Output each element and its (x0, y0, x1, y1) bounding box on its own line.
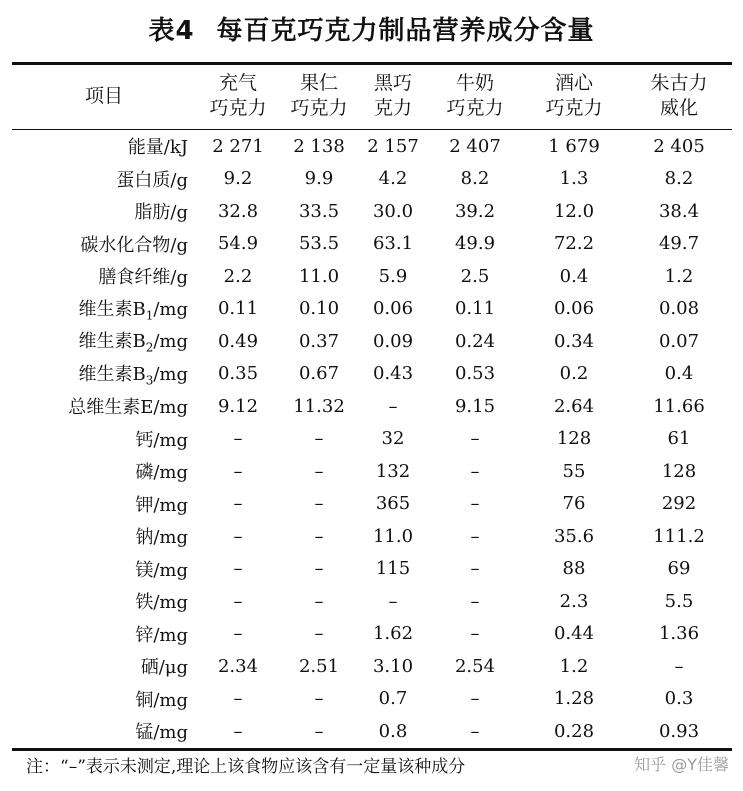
column-header-product (522, 64, 626, 130)
table-cell: 9.12 (217, 395, 259, 417)
row-label-unit: /mg (153, 298, 188, 320)
table-cell: 0.4 (664, 363, 694, 385)
row-label: 脂肪/g (134, 202, 188, 224)
column-header-line: 充气 (218, 72, 257, 94)
table-cell: 0.28 (522, 715, 626, 749)
table-cell: – (314, 688, 324, 710)
table-cell: 76 (562, 493, 586, 515)
table-row (12, 488, 732, 521)
table-row (12, 683, 732, 716)
table-row (12, 455, 732, 488)
table-cell: 4.2 (378, 168, 408, 190)
table-cell: 1.62 (372, 623, 414, 645)
table-cell: 9.15 (454, 395, 496, 417)
table-cell: – (388, 590, 398, 612)
table-cell: 0.08 (658, 298, 700, 320)
table-row (12, 228, 732, 261)
table-cell: 2 407 (449, 135, 501, 157)
table-cell: 38.4 (658, 200, 700, 222)
table-cell: 0.24 (454, 330, 496, 352)
table-cell: 5.5 (664, 590, 694, 612)
table-cell: 365 (375, 493, 411, 515)
table-cell: 2.51 (298, 655, 340, 677)
row-label: 钠/mg (135, 527, 188, 549)
table-cell: 9.9 (304, 168, 334, 190)
table-cell: 2.54 (454, 655, 496, 677)
table-cell: 8.2 (664, 168, 694, 190)
row-label (12, 293, 196, 326)
table-cell: 1.28 (553, 688, 595, 710)
column-header-product (358, 64, 428, 130)
table-row (12, 650, 732, 683)
table-cell: – (233, 688, 243, 710)
table-cell: – (470, 428, 480, 450)
column-header-item (12, 64, 196, 130)
table-cell: 2.5 (460, 265, 490, 287)
table-cell: – (233, 428, 243, 450)
table-cell: 11.32 (293, 395, 345, 417)
row-label: 碳水化合物/g (80, 234, 188, 256)
source-watermark: 知乎 @Y佳馨 (634, 755, 729, 774)
table-row (12, 553, 732, 586)
table-footnote: 注：“–”表示未测定,理论上该食物应该含有一定量该种成分 (26, 757, 466, 777)
table-cell: 0.07 (658, 330, 700, 352)
table-row (12, 130, 732, 163)
table-cell: – (674, 655, 684, 677)
table-cell: 8.2 (460, 168, 490, 190)
row-label-main: 维生素B (78, 298, 146, 320)
row-label: 钙/mg (135, 429, 188, 451)
row-label-unit: /mg (153, 331, 188, 353)
table-cell: 0.11 (217, 298, 259, 320)
row-label: 铜/mg (135, 689, 188, 711)
table-body (12, 130, 732, 750)
table-cell: – (470, 688, 480, 710)
table-cell: – (233, 493, 243, 515)
column-header-product (280, 64, 358, 130)
column-header-line: 酒心 (554, 72, 593, 94)
table-cell: – (470, 493, 480, 515)
table-cell: – (233, 460, 243, 482)
table-cell: – (470, 590, 480, 612)
nutrition-table (12, 62, 732, 751)
table-cell: 53.5 (298, 233, 340, 255)
column-header-product (626, 64, 732, 130)
table-cell: – (196, 715, 280, 749)
table-cell: – (233, 525, 243, 547)
table-cell: – (314, 525, 324, 547)
table-cell: 2.2 (223, 265, 253, 287)
table-cell: 128 (661, 460, 697, 482)
table-cell: 0.43 (372, 363, 414, 385)
table-number: 表4 (148, 16, 195, 46)
table-cell: 0.93 (626, 715, 732, 749)
row-label: 蛋白质/g (116, 169, 188, 191)
table-cell: 49.7 (658, 233, 700, 255)
table-row (12, 390, 732, 423)
table-header (12, 64, 732, 130)
table-cell: 0.53 (454, 363, 496, 385)
table-cell: – (314, 590, 324, 612)
table-cell: 132 (375, 460, 411, 482)
table-cell: 30.0 (372, 200, 414, 222)
table-cell: 3.10 (372, 655, 414, 677)
table-cell: 2.34 (217, 655, 259, 677)
table-cell: 88 (562, 558, 586, 580)
table-cell: 0.10 (298, 298, 340, 320)
table-cell: 1.2 (559, 655, 589, 677)
table-cell: – (314, 460, 324, 482)
table-cell: 111.2 (653, 525, 705, 547)
table-title: 每百克巧克力制品营养成分含量 (216, 16, 595, 46)
table-cell: 72.2 (553, 233, 595, 255)
table-cell: – (470, 558, 480, 580)
table-cell: 11.0 (298, 265, 340, 287)
column-header-line: 果仁 (299, 72, 338, 94)
table-cell: – (314, 558, 324, 580)
row-label (12, 358, 196, 391)
table-row (12, 520, 732, 553)
table-cell: 32.8 (217, 200, 259, 222)
table-cell: 0.8 (358, 715, 428, 749)
table-cell: 12.0 (553, 200, 595, 222)
table-cell: 35.6 (553, 525, 595, 547)
table-cell: 292 (661, 493, 697, 515)
column-header-line: 威化 (659, 97, 698, 119)
row-label-main: 维生素B (78, 331, 146, 353)
table-cell: 2 138 (293, 135, 345, 157)
table-cell: – (233, 623, 243, 645)
row-label-unit: /mg (153, 363, 188, 385)
table-cell: 5.9 (378, 265, 408, 287)
table-row (12, 195, 732, 228)
row-label-main: 维生素B (78, 363, 146, 385)
table-cell: 2.64 (553, 395, 595, 417)
table-cell: 0.49 (217, 330, 259, 352)
table-cell: 2 157 (367, 135, 419, 157)
table-cell: 32 (381, 428, 405, 450)
table-cell: 0.3 (664, 688, 694, 710)
table-cell: 54.9 (217, 233, 259, 255)
table-cell: 0.06 (372, 298, 414, 320)
column-header-line: 巧克力 (446, 97, 504, 119)
table-cell: 2.3 (559, 590, 589, 612)
column-header-line: 黑巧 (373, 72, 412, 94)
row-label: 钾/mg (135, 494, 188, 516)
table-cell: 0.4 (559, 265, 589, 287)
table-cell: – (470, 525, 480, 547)
table-cell: 0.67 (298, 363, 340, 385)
table-row (12, 163, 732, 196)
table-cell: 0.44 (553, 623, 595, 645)
table-cell: 11.0 (372, 525, 414, 547)
column-header-line: 朱古力 (650, 72, 708, 94)
table-cell: – (233, 590, 243, 612)
table-cell: 0.35 (217, 363, 259, 385)
row-label-subscript: 1 (145, 308, 154, 323)
table-cell: 2 271 (212, 135, 264, 157)
row-label (12, 325, 196, 358)
table-cell: 61 (667, 428, 691, 450)
table-row (12, 325, 732, 358)
table-row (12, 423, 732, 456)
table-cell: 0.2 (559, 363, 589, 385)
table-cell: 1 679 (548, 135, 600, 157)
table-cell: – (428, 715, 522, 749)
table-row (12, 293, 732, 326)
column-header-line: 巧克力 (209, 97, 267, 119)
table-cell: – (314, 623, 324, 645)
row-label: 磷/mg (135, 462, 188, 484)
table-cell: 63.1 (372, 233, 414, 255)
table-cell: 2 405 (653, 135, 705, 157)
table-cell: 128 (556, 428, 592, 450)
table-cell: 9.2 (223, 168, 253, 190)
table-row (12, 358, 732, 391)
table-cell: 115 (375, 558, 411, 580)
table-cell: 55 (562, 460, 586, 482)
table-row (12, 618, 732, 651)
table-cell: 0.09 (372, 330, 414, 352)
table-cell: 0.7 (378, 688, 408, 710)
column-header-product (428, 64, 522, 130)
table-cell: – (314, 493, 324, 515)
column-header-product (196, 64, 280, 130)
row-label-subscript: 2 (145, 341, 154, 356)
column-header-line: 克力 (373, 97, 412, 119)
row-label: 镁/mg (135, 559, 188, 581)
table-cell: 1.36 (658, 623, 700, 645)
row-label: 锰/mg (12, 715, 196, 749)
table-row (12, 585, 732, 618)
table-cell: – (470, 460, 480, 482)
row-label: 能量/kJ (127, 137, 188, 159)
table-cell: 0.06 (553, 298, 595, 320)
column-header-line: 牛奶 (455, 72, 494, 94)
row-label: 膳食纤维/g (98, 267, 188, 289)
table-cell: – (280, 715, 358, 749)
row-label: 锌/mg (135, 624, 188, 646)
row-label: 硒/μg (140, 657, 188, 679)
table-cell: 11.66 (653, 395, 705, 417)
table-cell: 0.11 (454, 298, 496, 320)
table-caption (0, 10, 743, 47)
table-cell: – (388, 395, 398, 417)
table-cell: 0.34 (553, 330, 595, 352)
row-label-subscript: 3 (145, 373, 154, 388)
table-cell: 1.3 (559, 168, 589, 190)
header-row (12, 64, 732, 130)
table-cell: 49.9 (454, 233, 496, 255)
table-cell: 0.37 (298, 330, 340, 352)
row-label: 铁/mg (135, 592, 188, 614)
table-cell: 39.2 (454, 200, 496, 222)
table-cell: 33.5 (298, 200, 340, 222)
table-row (12, 260, 732, 293)
table-row (12, 715, 732, 749)
table-cell: – (233, 558, 243, 580)
table-cell: 69 (667, 558, 691, 580)
column-header-line: 项目 (84, 84, 123, 107)
table-cell: 1.2 (664, 265, 694, 287)
row-label: 总维生素E/mg (68, 397, 188, 419)
column-header-line: 巧克力 (290, 97, 348, 119)
table-cell: – (470, 623, 480, 645)
table-cell: – (314, 428, 324, 450)
column-header-line: 巧克力 (545, 97, 603, 119)
